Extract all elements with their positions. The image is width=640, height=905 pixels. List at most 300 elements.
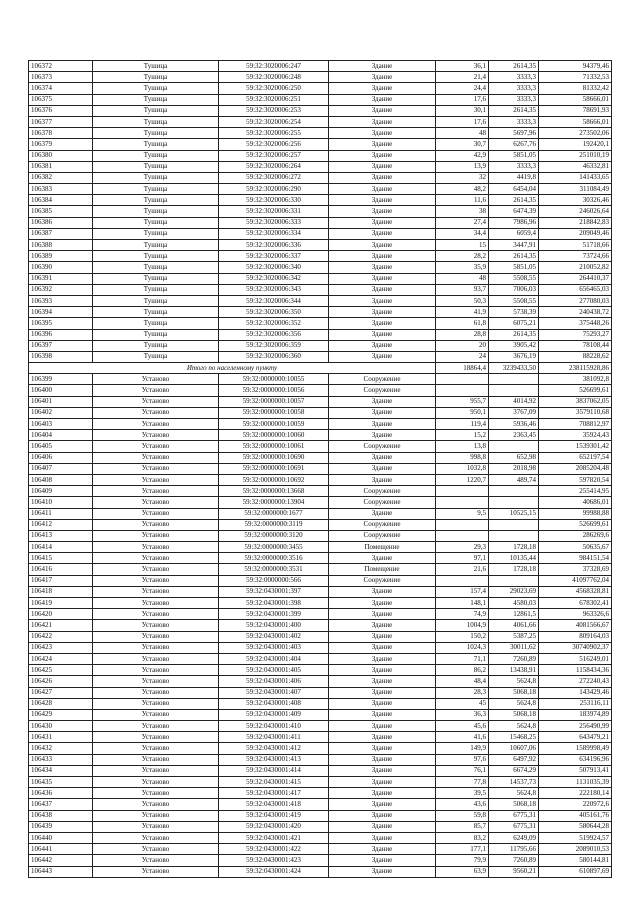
cell-settlement: Установо xyxy=(93,743,219,754)
cell-specific-value: 6454,04 xyxy=(489,184,539,195)
cell-cadastral-value: 251010,19 xyxy=(539,150,612,161)
cell-cadastral-value: 708812,97 xyxy=(539,419,612,430)
cell-specific-value: 1728,18 xyxy=(489,542,539,553)
cell-area: 998,8 xyxy=(436,452,489,463)
table-row xyxy=(29,855,612,866)
cell-settlement: Установо xyxy=(93,832,219,843)
cell-area: 955,7 xyxy=(436,396,489,407)
cell-settlement: Тушица xyxy=(93,329,219,340)
table-row xyxy=(29,508,612,519)
cell-cadastral-value: 240438,72 xyxy=(539,307,612,318)
cell-row-number: 106411 xyxy=(29,508,93,519)
table-row xyxy=(29,83,612,94)
cell-area: 39,5 xyxy=(436,788,489,799)
cell-cadastral-value: 1131035,39 xyxy=(539,777,612,788)
cell-cadastral-value: 656465,03 xyxy=(539,284,612,295)
cadastral-value-table xyxy=(28,60,612,878)
cell-cadastral-number: 59:32:3020006:257 xyxy=(219,150,329,161)
cell-area xyxy=(436,374,489,385)
cell-specific-value: 7006,03 xyxy=(489,284,539,295)
cell-row-number: 106419 xyxy=(29,598,93,609)
cell-settlement: Установо xyxy=(93,810,219,821)
cell-area: 48,2 xyxy=(436,184,489,195)
cell-cadastral-number: 59:32:0430001:397 xyxy=(219,586,329,597)
table-row xyxy=(29,698,612,709)
cell-cadastral-number: 59:32:0430001:419 xyxy=(219,810,329,821)
cell-specific-value: 3905,42 xyxy=(489,340,539,351)
cell-area: 15 xyxy=(436,240,489,251)
cell-area: 24,4 xyxy=(436,83,489,94)
cell-area: 86,2 xyxy=(436,665,489,676)
cell-object-type: Здание xyxy=(329,765,436,776)
cell-specific-value: 1728,18 xyxy=(489,564,539,575)
cell-object-type: Здание xyxy=(329,676,436,687)
cell-area xyxy=(436,385,489,396)
cell-specific-value: 5851,05 xyxy=(489,150,539,161)
cell-cadastral-number: 59:32:3020006:248 xyxy=(219,72,329,83)
cell-area: 35,9 xyxy=(436,262,489,273)
cell-settlement: Тушица xyxy=(93,139,219,150)
cell-object-type: Здание xyxy=(329,206,436,217)
cell-specific-value xyxy=(489,575,539,586)
cell-object-type: Здание xyxy=(329,687,436,698)
cell-row-number: 106442 xyxy=(29,855,93,866)
cell-cadastral-number: 59:32:3020006:264 xyxy=(219,161,329,172)
cell-row-number: 106401 xyxy=(29,396,93,407)
table-row xyxy=(29,497,612,508)
cell-object-type: Здание xyxy=(329,72,436,83)
table-row xyxy=(29,172,612,183)
cell-specific-value: 30011,62 xyxy=(489,642,539,653)
cell-cadastral-value: 678302,41 xyxy=(539,598,612,609)
table-row xyxy=(29,765,612,776)
cell-object-type: Здание xyxy=(329,83,436,94)
cell-cadastral-value: 41097762,04 xyxy=(539,575,612,586)
cell-cadastral-value: 375448,26 xyxy=(539,318,612,329)
cell-cadastral-number: 59:32:0430001:398 xyxy=(219,598,329,609)
cell-settlement: Установо xyxy=(93,653,219,664)
cell-object-type: Здание xyxy=(329,262,436,273)
cell-area xyxy=(436,519,489,530)
table-row xyxy=(29,844,612,855)
cell-cadastral-value: 94379,46 xyxy=(539,61,612,72)
table-row xyxy=(29,228,612,239)
cell-cadastral-value: 273502,06 xyxy=(539,128,612,139)
cell-settlement: Установо xyxy=(93,821,219,832)
cell-object-type: Здание xyxy=(329,217,436,228)
cell-cadastral-number: 59:32:0000000:3455 xyxy=(219,542,329,553)
cell-settlement: Тушица xyxy=(93,262,219,273)
cell-object-type: Здание xyxy=(329,788,436,799)
cell-area: 45 xyxy=(436,698,489,709)
table-row xyxy=(29,116,612,127)
cell-cadastral-number: 59:32:0430001:420 xyxy=(219,821,329,832)
cell-specific-value: 5936,46 xyxy=(489,419,539,430)
cell-row-number: 106373 xyxy=(29,72,93,83)
table-row xyxy=(29,184,612,195)
cell-specific-value: 2018,98 xyxy=(489,463,539,474)
cell-cadastral-value: 2085204,48 xyxy=(539,463,612,474)
cell-specific-value: 3676,19 xyxy=(489,351,539,362)
cell-specific-value: 5068,18 xyxy=(489,799,539,810)
cell-object-type: Здание xyxy=(329,620,436,631)
cell-cadastral-value: 1158434,36 xyxy=(539,665,612,676)
cell-cadastral-number: 59:32:0430001:406 xyxy=(219,676,329,687)
cell-settlement: Тушица xyxy=(93,128,219,139)
cell-area: 93,7 xyxy=(436,284,489,295)
cell-row-number: 106402 xyxy=(29,407,93,418)
cell-area: 50,3 xyxy=(436,295,489,306)
cell-object-type: Здание xyxy=(329,777,436,788)
cell-row-number: 106427 xyxy=(29,687,93,698)
cell-specific-value: 3333,3 xyxy=(489,94,539,105)
table-row xyxy=(29,217,612,228)
cell-settlement: Установо xyxy=(93,564,219,575)
table-row xyxy=(29,620,612,631)
cell-cadastral-value: 37328,69 xyxy=(539,564,612,575)
cell-object-type: Здание xyxy=(329,821,436,832)
cell-object-type: Здание xyxy=(329,463,436,474)
cell-settlement: Установо xyxy=(93,620,219,631)
cell-settlement: Установо xyxy=(93,407,219,418)
cell-object-type: Здание xyxy=(329,139,436,150)
table-body xyxy=(29,61,612,878)
cell-area: 97,6 xyxy=(436,754,489,765)
cell-specific-value: 3447,91 xyxy=(489,240,539,251)
cell-specific-value: 3333,3 xyxy=(489,83,539,94)
cell-area: 48 xyxy=(436,128,489,139)
table-row xyxy=(29,530,612,541)
cell-cadastral-value: 519924,57 xyxy=(539,832,612,843)
table-row xyxy=(29,318,612,329)
cell-cadastral-value: 253116,11 xyxy=(539,698,612,709)
table-row xyxy=(29,777,612,788)
cell-settlement: Тушица xyxy=(93,295,219,306)
cell-area: 21,6 xyxy=(436,564,489,575)
cell-row-number: 106415 xyxy=(29,553,93,564)
table-row xyxy=(29,788,612,799)
cell-cadastral-number: 59:32:3020006:272 xyxy=(219,172,329,183)
cell-settlement: Тушица xyxy=(93,150,219,161)
cell-row-number: 106398 xyxy=(29,351,93,362)
cell-cadastral-value: 405161,76 xyxy=(539,810,612,821)
cell-cadastral-number: 59:32:3020006:250 xyxy=(219,83,329,94)
table-row xyxy=(29,385,612,396)
cell-cadastral-value: 580144,81 xyxy=(539,855,612,866)
cell-specific-value: 2614,35 xyxy=(489,61,539,72)
cell-cadastral-number: 59:32:0430001:414 xyxy=(219,765,329,776)
cell-cadastral-value: 526699,61 xyxy=(539,519,612,530)
cell-object-type: Здание xyxy=(329,396,436,407)
cell-settlement: Тушица xyxy=(93,72,219,83)
table-row xyxy=(29,743,612,754)
cell-specific-value: 5624,8 xyxy=(489,721,539,732)
cell-settlement: Установо xyxy=(93,754,219,765)
table-row xyxy=(29,799,612,810)
cell-cadastral-number: 59:32:3020006:254 xyxy=(219,116,329,127)
cell-cadastral-number: 59:32:0000000:10690 xyxy=(219,452,329,463)
cell-specific-value: 5068,18 xyxy=(489,687,539,698)
cell-row-number: 106413 xyxy=(29,530,93,541)
cell-row-number: 106409 xyxy=(29,486,93,497)
cell-cadastral-number: 59:32:0000000:3120 xyxy=(219,530,329,541)
cell-settlement: Установо xyxy=(93,721,219,732)
cell-specific-value: 3333,3 xyxy=(489,116,539,127)
cell-cadastral-value: 40686,01 xyxy=(539,497,612,508)
cell-object-type: Здание xyxy=(329,586,436,597)
table-row xyxy=(29,631,612,642)
cell-settlement: Установо xyxy=(93,765,219,776)
cell-settlement: Установо xyxy=(93,698,219,709)
cell-row-number: 106400 xyxy=(29,385,93,396)
cell-cadastral-number: 59:32:3020006:360 xyxy=(219,351,329,362)
cell-cadastral-value: 597820,54 xyxy=(539,474,612,485)
cell-specific-value: 4580,03 xyxy=(489,598,539,609)
cell-object-type: Сооружение xyxy=(329,374,436,385)
table-row xyxy=(29,474,612,485)
cell-row-number: 106421 xyxy=(29,620,93,631)
cell-cadastral-number: 59:32:0430001:418 xyxy=(219,799,329,810)
cell-settlement: Установо xyxy=(93,474,219,485)
cell-object-type: Здание xyxy=(329,307,436,318)
cell-area: 17,6 xyxy=(436,116,489,127)
cell-cadastral-number: 59:32:0000000:10056 xyxy=(219,385,329,396)
table-row xyxy=(29,687,612,698)
cell-cadastral-value: 246026,64 xyxy=(539,206,612,217)
cell-cadastral-number: 59:32:0000000:13668 xyxy=(219,486,329,497)
cell-specific-value xyxy=(489,385,539,396)
table-row xyxy=(29,575,612,586)
cell-cadastral-number: 59:32:0000000:10692 xyxy=(219,474,329,485)
cell-settlement: Тушица xyxy=(93,228,219,239)
table-row xyxy=(29,94,612,105)
table-row xyxy=(29,463,612,474)
table-row xyxy=(29,284,612,295)
cell-settlement: Установо xyxy=(93,519,219,530)
cell-specific-value: 2614,35 xyxy=(489,105,539,116)
table-row xyxy=(29,150,612,161)
table-row xyxy=(29,542,612,553)
subtotal-cadastral-value: 238115928,86 xyxy=(539,363,612,374)
cell-area: 61,8 xyxy=(436,318,489,329)
cell-settlement: Установо xyxy=(93,687,219,698)
cell-cadastral-number: 59:32:0000000:1677 xyxy=(219,508,329,519)
cell-specific-value: 10525,15 xyxy=(489,508,539,519)
cell-settlement: Установо xyxy=(93,866,219,877)
cell-area xyxy=(436,575,489,586)
table-row xyxy=(29,553,612,564)
cell-settlement: Тушица xyxy=(93,340,219,351)
cell-object-type: Здание xyxy=(329,329,436,340)
cell-cadastral-number: 59:32:3020006:334 xyxy=(219,228,329,239)
cell-area: 17,6 xyxy=(436,94,489,105)
cell-cadastral-number: 59:32:0000000:10691 xyxy=(219,463,329,474)
table-row xyxy=(29,128,612,139)
cell-settlement: Установо xyxy=(93,463,219,474)
cell-cadastral-value: 580644,28 xyxy=(539,821,612,832)
cell-cadastral-number: 59:32:0430001:415 xyxy=(219,777,329,788)
cell-cadastral-number: 59:32:0000000:10060 xyxy=(219,430,329,441)
cell-settlement: Установо xyxy=(93,609,219,620)
cell-settlement: Установо xyxy=(93,855,219,866)
cell-settlement: Тушица xyxy=(93,217,219,228)
cell-settlement: Установо xyxy=(93,844,219,855)
cell-cadastral-number: 59:32:3020006:359 xyxy=(219,340,329,351)
cell-row-number: 106426 xyxy=(29,676,93,687)
cell-specific-value: 5508,55 xyxy=(489,273,539,284)
cell-cadastral-number: 59:32:3020006:340 xyxy=(219,262,329,273)
cell-area: 15,2 xyxy=(436,430,489,441)
cell-area: 177,1 xyxy=(436,844,489,855)
cell-area: 21,4 xyxy=(436,72,489,83)
cell-cadastral-number: 59:32:0430001:408 xyxy=(219,698,329,709)
cell-cadastral-number: 59:32:0430001:405 xyxy=(219,665,329,676)
cell-object-type: Здание xyxy=(329,128,436,139)
cell-object-type: Здание xyxy=(329,251,436,262)
cell-settlement: Тушица xyxy=(93,318,219,329)
cell-row-number: 106424 xyxy=(29,653,93,664)
cell-area: 42,9 xyxy=(436,150,489,161)
cell-object-type: Здание xyxy=(329,184,436,195)
cell-object-type: Здание xyxy=(329,810,436,821)
cell-specific-value: 6249,09 xyxy=(489,832,539,843)
table-row xyxy=(29,206,612,217)
cell-area: 9,5 xyxy=(436,508,489,519)
cell-object-type: Здание xyxy=(329,508,436,519)
cell-cadastral-value: 99988,88 xyxy=(539,508,612,519)
cell-row-number: 106381 xyxy=(29,161,93,172)
cell-cadastral-value: 286269,6 xyxy=(539,530,612,541)
cell-area: 32 xyxy=(436,172,489,183)
cell-settlement: Тушица xyxy=(93,284,219,295)
cell-area: 77,8 xyxy=(436,777,489,788)
cell-object-type: Сооружение xyxy=(329,575,436,586)
cell-object-type: Здание xyxy=(329,844,436,855)
cell-cadastral-value: 141433,65 xyxy=(539,172,612,183)
cell-settlement: Тушица xyxy=(93,172,219,183)
cell-row-number: 106404 xyxy=(29,430,93,441)
cell-specific-value: 5624,8 xyxy=(489,788,539,799)
cell-object-type: Сооружение xyxy=(329,385,436,396)
cell-object-type: Здание xyxy=(329,743,436,754)
cell-cadastral-value: 78108,44 xyxy=(539,340,612,351)
cell-specific-value: 2614,35 xyxy=(489,251,539,262)
cell-object-type: Здание xyxy=(329,240,436,251)
cell-cadastral-number: 59:32:3020006:336 xyxy=(219,240,329,251)
table-row xyxy=(29,61,612,72)
cell-object-type: Здание xyxy=(329,340,436,351)
table-row xyxy=(29,754,612,765)
cell-row-number: 106385 xyxy=(29,206,93,217)
cell-row-number: 106416 xyxy=(29,564,93,575)
cell-cadastral-number: 59:32:3020006:344 xyxy=(219,295,329,306)
cell-specific-value xyxy=(489,519,539,530)
cell-settlement: Установо xyxy=(93,530,219,541)
cell-cadastral-value: 58666,01 xyxy=(539,116,612,127)
cell-cadastral-number: 59:32:0430001:407 xyxy=(219,687,329,698)
cell-settlement: Установо xyxy=(93,575,219,586)
cell-cadastral-number: 59:32:0430001:424 xyxy=(219,866,329,877)
cell-cadastral-number: 59:32:3020006:342 xyxy=(219,273,329,284)
cell-cadastral-number: 59:32:0000000:3516 xyxy=(219,553,329,564)
cell-row-number: 106374 xyxy=(29,83,93,94)
table-row xyxy=(29,665,612,676)
cell-settlement: Тушица xyxy=(93,195,219,206)
table-row xyxy=(29,161,612,172)
cell-object-type: Здание xyxy=(329,665,436,676)
cell-cadastral-value: 1589998,49 xyxy=(539,743,612,754)
cell-specific-value: 5624,8 xyxy=(489,676,539,687)
cell-row-number: 106382 xyxy=(29,172,93,183)
cell-cadastral-value: 3579110,68 xyxy=(539,407,612,418)
cell-settlement: Установо xyxy=(93,631,219,642)
cell-cadastral-value: 192420,1 xyxy=(539,139,612,150)
cell-cadastral-value: 277080,03 xyxy=(539,295,612,306)
table-row xyxy=(29,307,612,318)
cell-object-type: Здание xyxy=(329,799,436,810)
cell-area: 97,1 xyxy=(436,553,489,564)
cell-area: 43,6 xyxy=(436,799,489,810)
cell-row-number: 106436 xyxy=(29,788,93,799)
cell-row-number: 106410 xyxy=(29,497,93,508)
cell-row-number: 106380 xyxy=(29,150,93,161)
cell-settlement: Установо xyxy=(93,788,219,799)
cell-row-number: 106383 xyxy=(29,184,93,195)
cell-cadastral-number: 59:32:3020006:255 xyxy=(219,128,329,139)
cell-settlement: Тушица xyxy=(93,94,219,105)
cell-object-type: Здание xyxy=(329,609,436,620)
cell-cadastral-number: 59:32:0000000:3531 xyxy=(219,564,329,575)
cell-specific-value: 6775,31 xyxy=(489,821,539,832)
cell-specific-value: 2614,35 xyxy=(489,195,539,206)
cell-cadastral-value: 4568328,81 xyxy=(539,586,612,597)
cell-row-number: 106378 xyxy=(29,128,93,139)
cell-cadastral-value: 222180,14 xyxy=(539,788,612,799)
cell-row-number: 106394 xyxy=(29,307,93,318)
cell-settlement: Установо xyxy=(93,374,219,385)
cell-row-number: 106414 xyxy=(29,542,93,553)
cell-area: 30,1 xyxy=(436,105,489,116)
cell-cadastral-number: 59:32:3020006:337 xyxy=(219,251,329,262)
table-row xyxy=(29,374,612,385)
table-row xyxy=(29,430,612,441)
table-row xyxy=(29,329,612,340)
table-row xyxy=(29,866,612,877)
cell-area: 79,9 xyxy=(436,855,489,866)
cell-cadastral-value: 30326,46 xyxy=(539,195,612,206)
cell-specific-value: 6474,39 xyxy=(489,206,539,217)
cell-row-number: 106435 xyxy=(29,777,93,788)
cell-cadastral-number: 59:32:0430001:409 xyxy=(219,709,329,720)
cell-area: 11,6 xyxy=(436,195,489,206)
cell-cadastral-number: 59:32:0000000:10061 xyxy=(219,441,329,452)
cell-row-number: 106417 xyxy=(29,575,93,586)
cell-specific-value: 5851,05 xyxy=(489,262,539,273)
subtotal-row xyxy=(29,363,612,374)
cell-area: 83,2 xyxy=(436,832,489,843)
cell-row-number: 106433 xyxy=(29,754,93,765)
cell-specific-value xyxy=(489,441,539,452)
cell-cadastral-number: 59:32:0430001:422 xyxy=(219,844,329,855)
cell-row-number: 106375 xyxy=(29,94,93,105)
cell-settlement: Установо xyxy=(93,430,219,441)
cell-area: 29,3 xyxy=(436,542,489,553)
cell-cadastral-value: 634196,96 xyxy=(539,754,612,765)
cell-object-type: Сооружение xyxy=(329,519,436,530)
table-row xyxy=(29,72,612,83)
cell-cadastral-number: 59:32:3020006:290 xyxy=(219,184,329,195)
cell-row-number: 106443 xyxy=(29,866,93,877)
